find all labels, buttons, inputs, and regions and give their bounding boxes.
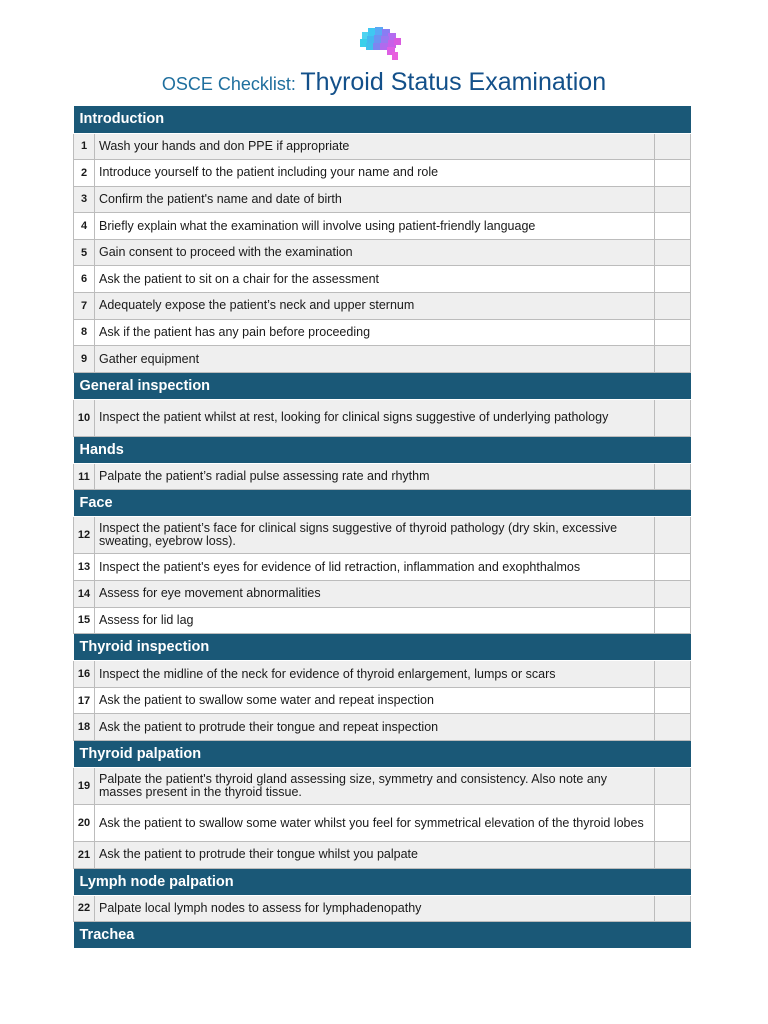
item-number: 3 xyxy=(74,186,95,213)
item-text: Assess for lid lag xyxy=(95,607,655,634)
item-number: 2 xyxy=(74,160,95,187)
item-checkbox[interactable] xyxy=(655,687,691,714)
checklist-item xyxy=(74,346,691,373)
checklist-item xyxy=(74,266,691,293)
item-text: Adequately expose the patient’s neck and upper sternum xyxy=(95,293,655,320)
item-text: Inspect the patient whilst at rest, looking for clinical signs suggestive of underlying pathology xyxy=(95,399,655,436)
item-number: 13 xyxy=(74,554,95,581)
item-text: Briefly explain what the examination will involve using patient-friendly language xyxy=(95,213,655,240)
item-checkbox[interactable] xyxy=(655,895,691,922)
page-title xyxy=(0,68,768,97)
item-text: Inspect the patient's eyes for evidence of lid retraction, inflammation and exophthalmos xyxy=(95,554,655,581)
item-checkbox[interactable] xyxy=(655,266,691,293)
checklist-item xyxy=(74,842,691,869)
checklist-item xyxy=(74,293,691,320)
item-number: 5 xyxy=(74,239,95,266)
item-number: 20 xyxy=(74,805,95,842)
item-text: Palpate the patient's thyroid gland assessing size, symmetry and consistency. Also note any masses present in the thyroid tissue. xyxy=(95,768,655,805)
item-checkbox[interactable] xyxy=(655,346,691,373)
item-text: Wash your hands and don PPE if appropriate xyxy=(95,133,655,160)
item-checkbox[interactable] xyxy=(655,842,691,869)
checklist-item xyxy=(74,687,691,714)
checklist-item xyxy=(74,517,691,554)
checklist-item xyxy=(74,213,691,240)
item-checkbox[interactable] xyxy=(655,160,691,187)
section-title: Trachea xyxy=(74,922,691,949)
section-header xyxy=(74,868,691,895)
item-checkbox[interactable] xyxy=(655,213,691,240)
checklist-item xyxy=(74,581,691,608)
item-checkbox[interactable] xyxy=(655,768,691,805)
item-number: 4 xyxy=(74,213,95,240)
checklist-item xyxy=(74,186,691,213)
section-title: General inspection xyxy=(74,372,691,399)
checklist-item xyxy=(74,661,691,688)
section-title: Thyroid palpation xyxy=(74,741,691,768)
item-number: 6 xyxy=(74,266,95,293)
section-title: Lymph node palpation xyxy=(74,868,691,895)
item-checkbox[interactable] xyxy=(655,186,691,213)
section-header xyxy=(74,436,691,463)
item-number: 1 xyxy=(74,133,95,160)
section-title: Thyroid inspection xyxy=(74,634,691,661)
item-text: Ask the patient to swallow some water whilst you feel for symmetrical elevation of the thyroid lobes xyxy=(95,805,655,842)
item-number: 18 xyxy=(74,714,95,741)
title-main: Thyroid Status Examination xyxy=(300,68,607,96)
checklist-item xyxy=(74,160,691,187)
brain-logo-icon xyxy=(358,26,408,66)
checklist-item xyxy=(74,895,691,922)
section-title: Hands xyxy=(74,436,691,463)
item-checkbox[interactable] xyxy=(655,714,691,741)
item-checkbox[interactable] xyxy=(655,581,691,608)
checklist-item xyxy=(74,463,691,490)
item-text: Palpate the patient’s radial pulse assessing rate and rhythm xyxy=(95,463,655,490)
section-header xyxy=(74,922,691,949)
checklist-item xyxy=(74,607,691,634)
section-header xyxy=(74,372,691,399)
item-checkbox[interactable] xyxy=(655,133,691,160)
item-checkbox[interactable] xyxy=(655,805,691,842)
item-number: 15 xyxy=(74,607,95,634)
title-prefix: OSCE Checklist: xyxy=(161,74,296,94)
item-checkbox[interactable] xyxy=(655,239,691,266)
item-text: Inspect the midline of the neck for evidence of thyroid enlargement, lumps or scars xyxy=(95,661,655,688)
item-number: 10 xyxy=(74,399,95,436)
item-text: Assess for eye movement abnormalities xyxy=(95,581,655,608)
item-text: Ask if the patient has any pain before proceeding xyxy=(95,319,655,346)
checklist-item xyxy=(74,554,691,581)
item-checkbox[interactable] xyxy=(655,517,691,554)
section-header xyxy=(74,634,691,661)
item-checkbox[interactable] xyxy=(655,463,691,490)
item-number: 14 xyxy=(74,581,95,608)
item-checkbox[interactable] xyxy=(655,399,691,436)
item-text: Ask the patient to swallow some water and repeat inspection xyxy=(95,687,655,714)
item-checkbox[interactable] xyxy=(655,661,691,688)
item-text: Ask the patient to protrude their tongue whilst you palpate xyxy=(95,842,655,869)
item-number: 9 xyxy=(74,346,95,373)
section-title: Face xyxy=(74,490,691,517)
checklist-item xyxy=(74,133,691,160)
item-number: 17 xyxy=(74,687,95,714)
checklist-item xyxy=(74,239,691,266)
section-title: Introduction xyxy=(74,106,691,133)
item-text: Palpate local lymph nodes to assess for lymphadenopathy xyxy=(95,895,655,922)
item-text: Ask the patient to sit on a chair for the assessment xyxy=(95,266,655,293)
item-number: 8 xyxy=(74,319,95,346)
checklist-item xyxy=(74,714,691,741)
item-text: Gain consent to proceed with the examination xyxy=(95,239,655,266)
item-text: Confirm the patient's name and date of birth xyxy=(95,186,655,213)
item-number: 11 xyxy=(74,463,95,490)
checklist-table xyxy=(73,106,691,949)
checklist-item xyxy=(74,805,691,842)
item-text: Introduce yourself to the patient including your name and role xyxy=(95,160,655,187)
item-number: 12 xyxy=(74,517,95,554)
checklist-item xyxy=(74,319,691,346)
checklist-item xyxy=(74,399,691,436)
item-text: Gather equipment xyxy=(95,346,655,373)
section-header xyxy=(74,490,691,517)
item-checkbox[interactable] xyxy=(655,319,691,346)
item-number: 19 xyxy=(74,768,95,805)
item-checkbox[interactable] xyxy=(655,293,691,320)
item-number: 21 xyxy=(74,842,95,869)
section-header xyxy=(74,741,691,768)
item-number: 22 xyxy=(74,895,95,922)
section-header xyxy=(74,106,691,133)
item-text: Ask the patient to protrude their tongue and repeat inspection xyxy=(95,714,655,741)
checklist-item xyxy=(74,768,691,805)
item-number: 16 xyxy=(74,661,95,688)
item-number: 7 xyxy=(74,293,95,320)
item-text: Inspect the patient’s face for clinical signs suggestive of thyroid pathology (dry skin, excessive sweating, eyebrow loss). xyxy=(95,517,655,554)
item-checkbox[interactable] xyxy=(655,554,691,581)
item-checkbox[interactable] xyxy=(655,607,691,634)
